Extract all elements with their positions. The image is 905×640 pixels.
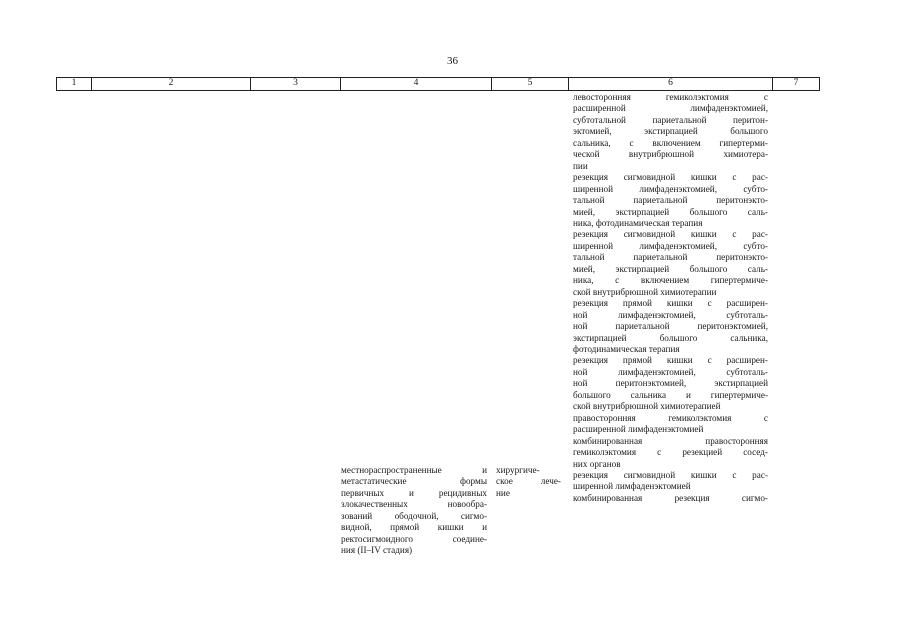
text-line: комбинированная резекция сигмо- — [573, 492, 768, 503]
header-cell-2: 2 — [168, 78, 174, 88]
text-line: хирургиче- — [496, 465, 540, 475]
text-line: видной, прямой кишки и — [341, 522, 487, 533]
text-line: пии — [573, 160, 588, 171]
text-line: ния (II–IV стадия) — [341, 545, 413, 556]
text-line: ника, с включением гипертермиче- — [573, 275, 768, 286]
text-line: ной лимфаденэктомией, субтоталь- — [573, 366, 768, 377]
text-line: расширенной лимфаденэктомией — [573, 424, 704, 435]
text-line: ной лимфаденэктомией, субтоталь- — [573, 309, 768, 320]
header-cell-3: 3 — [293, 78, 298, 88]
text-line: расширенной лимфаденэктомией, — [573, 103, 768, 114]
text-line: большого сальника и гипертермиче- — [573, 389, 768, 400]
text-line: первичных и рецидивных — [341, 487, 487, 498]
text-line: правосторонняя гемиколэктомия с — [573, 412, 768, 423]
text-line: эктомией, экстирпацией большого — [573, 126, 768, 137]
header-cell-6: 6 — [668, 78, 673, 88]
text-line: резекция сигмовидной кишки с рас- — [573, 469, 768, 480]
text-line: фотодинамическая терапия — [573, 343, 680, 354]
text-line: метастатические формы — [341, 476, 487, 487]
text-line: резекция сигмовидной кишки с рас- — [573, 229, 768, 240]
text-line: ское лече- — [496, 476, 561, 487]
text-line: мией, экстирпацией большого саль- — [573, 263, 768, 274]
text-line: субтотальной париетальной перитон- — [573, 114, 768, 125]
text-line: ной перитонэктомией, экстирпацией — [573, 378, 768, 389]
diagnosis-column — [341, 465, 487, 557]
text-line: резекция прямой кишки с расширен- — [573, 355, 768, 366]
header-cell-1: 1 — [71, 78, 77, 88]
header-cell-7: 7 — [793, 78, 799, 88]
text-line: ширенной лимфаденэктомией — [573, 481, 691, 492]
text-line: местнораспространенные и — [341, 465, 487, 475]
text-line: ширенной лимфаденэктомией, субто- — [573, 183, 768, 194]
text-line: зований ободочной, сигмо- — [341, 510, 487, 521]
text-line: ширенной лимфаденэктомией, субто- — [573, 240, 768, 251]
text-line: сальника, с включением гипертерми- — [573, 137, 768, 148]
text-line: комбинированная правосторонняя — [573, 435, 768, 446]
text-line: ской внутрибрюшной химиотерапией — [573, 401, 721, 412]
text-line: левосторонняя гемиколэктомия с — [573, 92, 768, 102]
text-line: ской внутрибрюшной химиотерапии — [573, 286, 717, 297]
header-cell-5: 5 — [527, 78, 533, 88]
text-line: ние — [496, 487, 510, 498]
text-line: резекция прямой кишки с расширен- — [573, 298, 768, 309]
header-cell-4: 4 — [413, 78, 419, 88]
text-line: ческой внутрибрюшной химиотера- — [573, 149, 768, 160]
text-line: экстирпацией большого сальника, — [573, 332, 768, 343]
text-line: них органов — [573, 458, 621, 469]
treatment-methods-column — [573, 92, 768, 504]
treatment-type-column — [496, 465, 561, 499]
column-divider — [819, 77, 820, 91]
text-line: ника, фотодинамическая терапия — [573, 217, 703, 228]
page-number: 36 — [447, 55, 458, 67]
text-line: ной париетальной перитонэктомией, — [573, 321, 768, 332]
text-line: мией, экстирпацией большого саль- — [573, 206, 768, 217]
text-line: резекция сигмовидной кишки с рас- — [573, 172, 768, 183]
text-line: злокачественных новообра- — [341, 499, 487, 510]
text-line: тальной париетальной перитонэкто- — [573, 252, 768, 263]
text-line: гемиколэктомия с резекцией сосед- — [573, 447, 768, 458]
text-line: тальной париетальной перитонэкто- — [573, 195, 768, 206]
text-line: ректосигмоидного соедине- — [341, 533, 487, 544]
